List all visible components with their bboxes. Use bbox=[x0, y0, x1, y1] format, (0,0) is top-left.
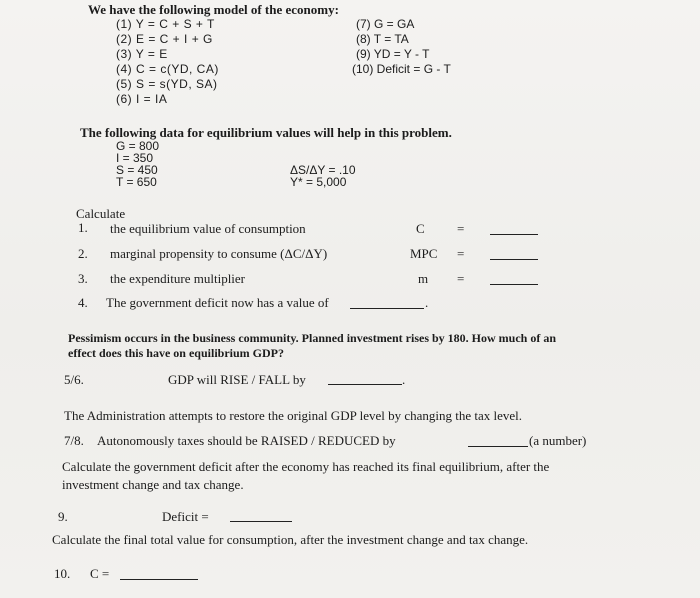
model-heading: We have the following model of the economy: bbox=[88, 2, 339, 17]
item-1-symbol: C bbox=[416, 221, 425, 236]
item-3-symbol: m bbox=[418, 271, 429, 286]
q5-6-number: 5/6. bbox=[64, 372, 84, 387]
calculate-heading: Calculate bbox=[76, 206, 126, 221]
q7-8-number: 7/8. bbox=[64, 433, 84, 448]
q5-6-end: . bbox=[402, 372, 406, 387]
administration-line: The Administration attempts to restore the original GDP level by changing the tax level. bbox=[64, 408, 523, 423]
item-2-symbol: MPC bbox=[410, 246, 438, 261]
final-line: Calculate the final total value for consumption, after the investment change and tax change. bbox=[52, 532, 529, 547]
item-3-answer-blank[interactable] bbox=[490, 284, 538, 285]
item-1-answer-blank[interactable] bbox=[490, 234, 538, 235]
item-3-num: 3. bbox=[78, 271, 88, 286]
model-eq-9: (9) YD = Y - T bbox=[356, 47, 430, 61]
value-ratio: ΔS/ΔY = .10 bbox=[290, 163, 356, 177]
model-eq-1: (1) Y = C + S + T bbox=[116, 17, 215, 31]
pessimism-line-1: Pessimism occurs in the business community. Planned investment rises by 180. How much of an bbox=[68, 331, 557, 345]
model-eq-7: (7) G = GA bbox=[356, 17, 415, 31]
q5-6-text: GDP will RISE / FALL by bbox=[168, 372, 306, 387]
item-4-answer-blank[interactable] bbox=[350, 308, 424, 309]
q9-label: Deficit = bbox=[162, 509, 209, 524]
item-2-text: marginal propensity to consume (ΔC/ΔY) bbox=[110, 246, 328, 261]
item-4-end: . bbox=[425, 295, 429, 310]
item-1-text: the equilibrium value of consumption bbox=[110, 221, 306, 236]
value-ystar: Y* = 5,000 bbox=[290, 175, 347, 189]
item-2-answer-blank[interactable] bbox=[490, 259, 538, 260]
model-eq-5: (5) S = s(YD, SA) bbox=[116, 77, 218, 91]
item-1-num: 1. bbox=[78, 220, 88, 235]
q7-8-text: Autonomously taxes should be RAISED / REDUCED by bbox=[97, 433, 396, 448]
pessimism-line-2: effect does this have on equilibrium GDP? bbox=[68, 346, 284, 360]
item-4-num: 4. bbox=[78, 295, 88, 310]
q10-label: C = bbox=[90, 566, 110, 581]
equilibrium-heading: The following data for equilibrium values will help in this problem. bbox=[80, 125, 452, 140]
q10-answer-blank[interactable] bbox=[120, 579, 198, 580]
deficit-line-1: Calculate the government deficit after the economy has reached its final equilibrium, after the bbox=[62, 459, 550, 474]
item-4-text: The government deficit now has a value of bbox=[106, 295, 329, 310]
model-eq-2: (2) E = C + I + G bbox=[116, 32, 213, 46]
q7-8-suffix: (a number) bbox=[529, 433, 587, 448]
item-1-equals: = bbox=[457, 221, 465, 236]
item-3-equals: = bbox=[457, 271, 465, 286]
q5-6-answer-blank[interactable] bbox=[328, 384, 402, 385]
value-i: I = 350 bbox=[116, 151, 154, 165]
model-eq-3: (3) Y = E bbox=[116, 47, 168, 61]
value-g: G = 800 bbox=[116, 139, 160, 153]
model-eq-8: (8) T = TA bbox=[356, 32, 409, 46]
q9-answer-blank[interactable] bbox=[230, 521, 292, 522]
q9-number: 9. bbox=[58, 509, 68, 524]
item-3-text: the expenditure multiplier bbox=[110, 271, 246, 286]
model-eq-10: (10) Deficit = G - T bbox=[352, 62, 451, 76]
q7-8-answer-blank[interactable] bbox=[468, 446, 528, 447]
item-2-num: 2. bbox=[78, 246, 88, 261]
q10-number: 10. bbox=[54, 566, 71, 581]
model-eq-6: (6) I = IA bbox=[116, 92, 168, 106]
deficit-line-2: investment change and tax change. bbox=[62, 477, 244, 492]
value-s: S = 450 bbox=[116, 163, 158, 177]
item-2-equals: = bbox=[457, 246, 465, 261]
model-eq-4: (4) C = c(YD, CA) bbox=[116, 62, 219, 76]
value-t: T = 650 bbox=[116, 175, 157, 189]
